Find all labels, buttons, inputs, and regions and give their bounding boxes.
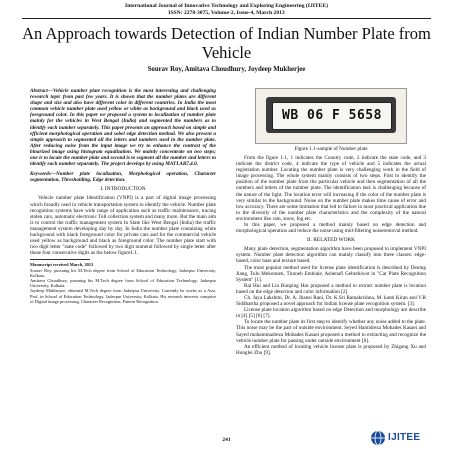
section-heading-related-work: II. RELATED WORK <box>307 237 355 244</box>
number-plate-image: WB 06 F 5658 <box>272 102 392 130</box>
right-paragraph-1: From the figure 1.1, 1 indicates the Country code, 2 indicate the state code, and 3 indicate the district code, 4 indicate the type of vehicle and 5 indicates the actual registration number. Locating the number plate is very challenging work in the field of image processing. The whole system mainly consists of two steps. First to identify the position of the number plate from the particular vehicle and then segmentation of all the numbers and letters of the number plate. The identification task is challenging because of the nature of the light. The location error will increasing if the color of the number plate is very similar to the background. Noise on the number plate makes time cause of error and low accuracy. There are some limitation that led to failure in most practical application due to the diversity of the number plate characteristics and the complexity of the natural environment like rain, snow, fog etc. <box>236 155 426 222</box>
number-plate-figure <box>255 88 407 144</box>
right-paragraph-2: In this paper, we proposed a method mainly based on edge detection and morphological operation and reduce the noise using mid-filtering noiseremoval method. <box>236 222 426 235</box>
journal-name: International Journal of Innovative Technology and Exploring Engineering (IJITEE) <box>125 3 328 9</box>
journal-header <box>0 3 453 17</box>
abstract: Abstract—Vehicle number plate recognition is the most interesting and challenging research topic from past few years. It is shown that the number plates are different shape and size and also have different color in different countries. In India the most common vehicle number plate used yellow or white as background and black used as foreground color. In this paper we proposed a system to localization of number plate mainly for the vehicles in West Bengal (India) and segmented the numbers as to identify each number separately. This paper presents an approach based on simple and efficient morphological operation and sobel edge detection method. We also present a simple approach to segmented all the letters and numbers used in the number plate. After reducing noise from the input image we try to enhance the contrast of the binarized image using histogram equalization. We mainly concentrate on two steps; one is to locate the number plate and second is to segment all the number and letters to identify each number separately. The project develops by using MATLAB7.4.0. <box>30 88 216 168</box>
paper-authors: Sourav Roy, Amitava Choudhury, Joydeep Mukherjee <box>147 66 306 73</box>
related-paragraph-4: Ch. Jaya Lakshmi, Dr. A. Jhansi Rani, Dr. K.Sri Ramakrishna, M. kanti Kiran and V.R Siddhartha proposed a novel approach for Indian license plate recognition system. [3]. <box>236 294 426 308</box>
logo-text: IJITEE <box>388 432 421 443</box>
section-heading-introduction: I. INTRODUCTION <box>100 186 146 193</box>
related-paragraph-1: Many plate detection, segmentation algorithm have been proposed to implement VNPI system. Number plate detection algorithm can mainly classify into three classes: edge-based, color base and texture based. <box>236 246 426 265</box>
paper-title: An Approach towards Detection of Indian Number Plate from Vehicle <box>22 24 431 62</box>
right-column <box>236 88 426 356</box>
related-paragraph-7: An efficient method of locating vehicle license plate is proposed by Zhigang Xu and Honglei Zhu [9]. <box>236 343 426 356</box>
figure-caption: Figure 1.1-sample of Number plate <box>294 146 368 152</box>
intro-paragraph: Vehicle number plate Identification (VNPI) is a part of digital image processing which broadly used in vehicle transportation system to identify the vehicle. Number plate recognition systems have wide range of application such as traffic maintenance, tracing stolen cars, automatic electronic Toll collection system and many more. But the main aim is to control the traffic management system In State like West Bengal (India) the traffic management system developing day by day. In India the number plate containing white background with black foreground color for private cars and for the commercial vehicle used yellow as background and black as foreground color. The number plate start with two digit letter "state code" followed by two digit numeral followed by single letter after those four consecutive digits as the below figure1.1. <box>30 195 216 257</box>
footnote-author-3: Joydeep Mukherjee, obtained M.Tech degree from Jadavpur University. Currently he works as a Asst. Prof. in School of Education Technology, Jadavpur University, Kolkata. His research interests comprise of Digital image processing, Character Recognition, Pattern Recognition. <box>30 288 216 304</box>
related-paragraph-3: Bai Hui and Liu Runping Has proposed a method to extract number plate is location based on the edge detection and color information [2]. <box>236 282 426 295</box>
logo-globe-icon <box>370 430 386 446</box>
footnote-author-2: Amitava Choudhury, pursuing his M.Tech degree from School of Education Technology, Jadavpur University, Kolkata. <box>30 277 216 289</box>
related-paragraph-6: To locate the number plate its first step to identify whether any noise added to the plate. This noise may be the part of outside environment. Seyed Hamidreza Mohades Kasaei and Sayed mohammadreza Mohades Kasaei proposed a method to extracting and recognize the vehicle number plate for passing under outside environment [8]. <box>236 319 426 344</box>
header-rule <box>22 18 431 19</box>
related-paragraph-5: License plate location algorithm based on edge Detection and morphology are describe in [4] [5] [6] [7]. <box>236 307 426 320</box>
related-paragraph-2: The most popular method used for license plate identification is described by Dening Jiang, Tulu Mekonnen, Tiruneh Embiale, Ashenafi Gebrehiwot in "Car Plate Recognition System" [1]. <box>236 264 426 283</box>
left-column <box>30 88 216 304</box>
page-number: 241 <box>222 437 231 443</box>
keywords: Keywords—Number plate localization, Morphological operation, Character segmentation, Thresholding, Edge detection. <box>30 171 216 184</box>
footnote-author-1: Sourav Roy, pursuing his M.Tech degree from School of Education Technology, Jadavpur University, Kolkata. <box>30 267 216 278</box>
footnote-received: Manuscript received March, 2013 <box>30 262 94 268</box>
footnote-rule <box>30 259 90 260</box>
publisher-logo <box>370 430 424 446</box>
journal-issn: ISSN: 2278-3075, Volume-2, Issue-4, March 2013 <box>168 10 285 16</box>
